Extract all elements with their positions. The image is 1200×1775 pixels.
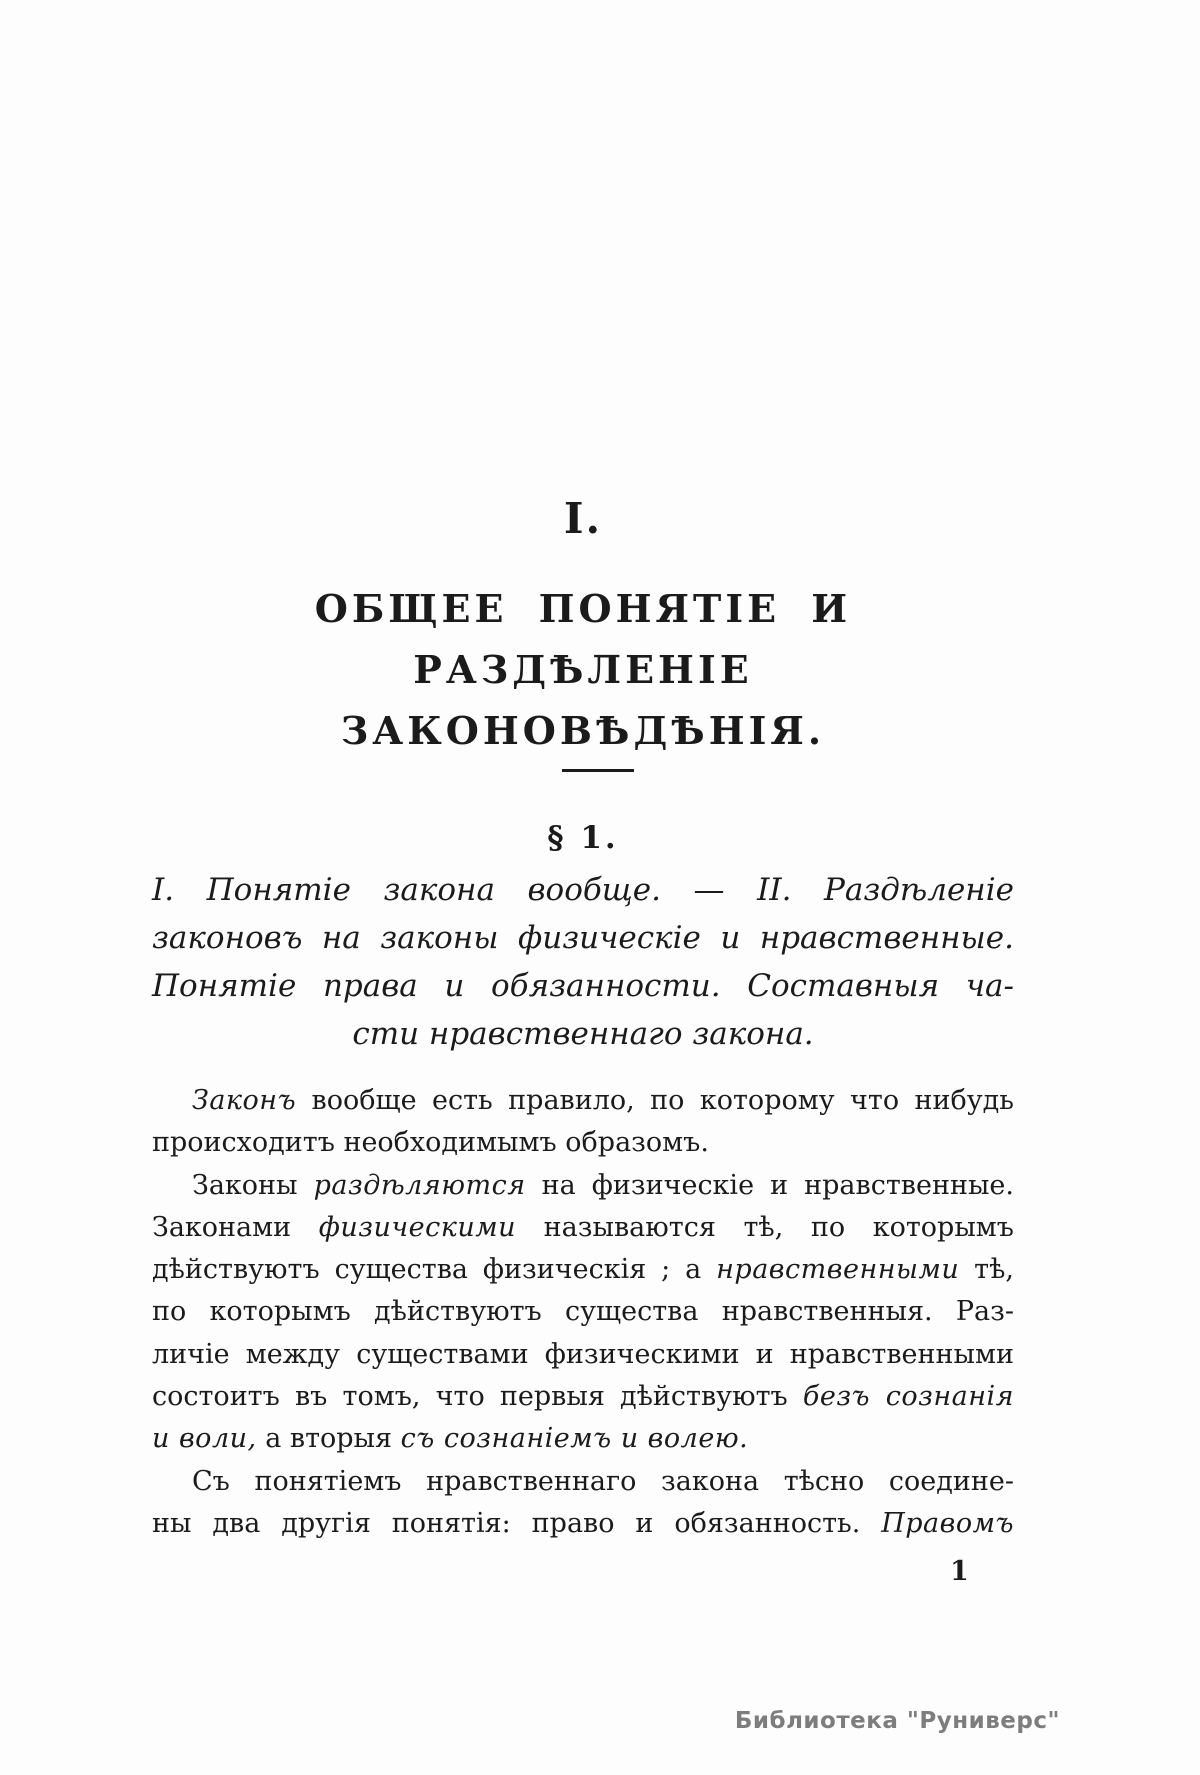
section-summary <box>152 866 1014 1058</box>
text-segment: состоитъ въ томъ, что первыя дѣйствуютъ <box>152 1381 803 1413</box>
text-line <box>152 1122 1014 1164</box>
emphasized-text: Законъ <box>192 1085 297 1116</box>
text-line <box>152 962 1014 1010</box>
emphasized-text: Правомъ <box>881 1507 1014 1539</box>
text-line <box>152 1291 1014 1333</box>
text-segment: ны два другія понятія: право и обязанность. <box>152 1507 882 1539</box>
page-number: 1 <box>950 1556 969 1587</box>
text-line <box>152 1376 1014 1418</box>
paragraph <box>152 1461 1014 1546</box>
chapter-title <box>152 578 1014 761</box>
emphasized-text: съ сознаніемъ и волею. <box>400 1423 749 1455</box>
text-segment: называются тѣ, по которымъ <box>516 1211 1014 1243</box>
text-line <box>152 866 1014 914</box>
text-line <box>152 1334 1014 1376</box>
text-line <box>152 914 1014 962</box>
emphasized-text: сти нравственнаго закона. <box>352 1016 814 1052</box>
text-line <box>152 1080 1014 1122</box>
title-divider <box>562 769 634 772</box>
text-segment: личіе между существами физическими и нравственными <box>152 1338 1014 1370</box>
text-line <box>152 1207 1014 1249</box>
emphasized-text: физическими <box>318 1211 517 1243</box>
title-divider-wrap <box>152 757 1014 776</box>
emphasized-text: нравственными <box>716 1254 960 1286</box>
text-line <box>152 1249 1014 1291</box>
text-line <box>152 1461 1014 1503</box>
watermark: Библиотека "Руниверс" <box>734 1708 1060 1734</box>
text-segment: на физическіе и нравственные. <box>525 1169 1014 1201</box>
text-segment: происходитъ необходимымъ образомъ. <box>152 1127 709 1159</box>
text-line <box>152 1418 1014 1460</box>
text-segment: Законы <box>192 1169 314 1201</box>
emphasized-text: законовъ на законы физическіе и нравственные. <box>152 920 1014 956</box>
chapter-number: I. <box>563 494 603 543</box>
text-segment: Съ понятіемъ нравственнаго закона тѣсно соедине- <box>192 1465 1014 1497</box>
section-heading: § 1. <box>547 820 619 856</box>
text-line <box>152 1010 1014 1058</box>
paragraph <box>152 1080 1014 1165</box>
emphasized-text: I. Понятіе закона вообще. — II. Раздѣленіе <box>152 872 1014 908</box>
chapter-title-line2: ЗАКОНОВѢДѢНІЯ. <box>340 708 826 753</box>
emphasized-text: раздѣляются <box>313 1169 526 1201</box>
text-segment: вообще есть правило, по которому что нибудь <box>296 1085 1014 1116</box>
text-segment: а вторыя <box>256 1423 401 1455</box>
emphasized-text: Понятіе права и обязанности. Составныя ча- <box>152 968 1014 1004</box>
text-line <box>152 1503 1014 1545</box>
text-segment: дѣйствуютъ существа физическія ; а <box>152 1254 717 1286</box>
text-segment: тѣ, <box>959 1254 1014 1286</box>
chapter-title-line1: ОБЩЕЕ ПОНЯТІЕ И РАЗДѢЛЕНІЕ <box>314 586 852 692</box>
text-segment: Законами <box>152 1211 319 1243</box>
emphasized-text: безъ сознанія <box>802 1381 1014 1413</box>
paragraph <box>152 1165 1014 1461</box>
text-segment: по которымъ дѣйствуютъ существа нравственныя. Раз- <box>152 1296 1014 1328</box>
text-line <box>152 1165 1014 1207</box>
body-text <box>152 1080 1014 1545</box>
emphasized-text: и воли, <box>152 1423 257 1455</box>
